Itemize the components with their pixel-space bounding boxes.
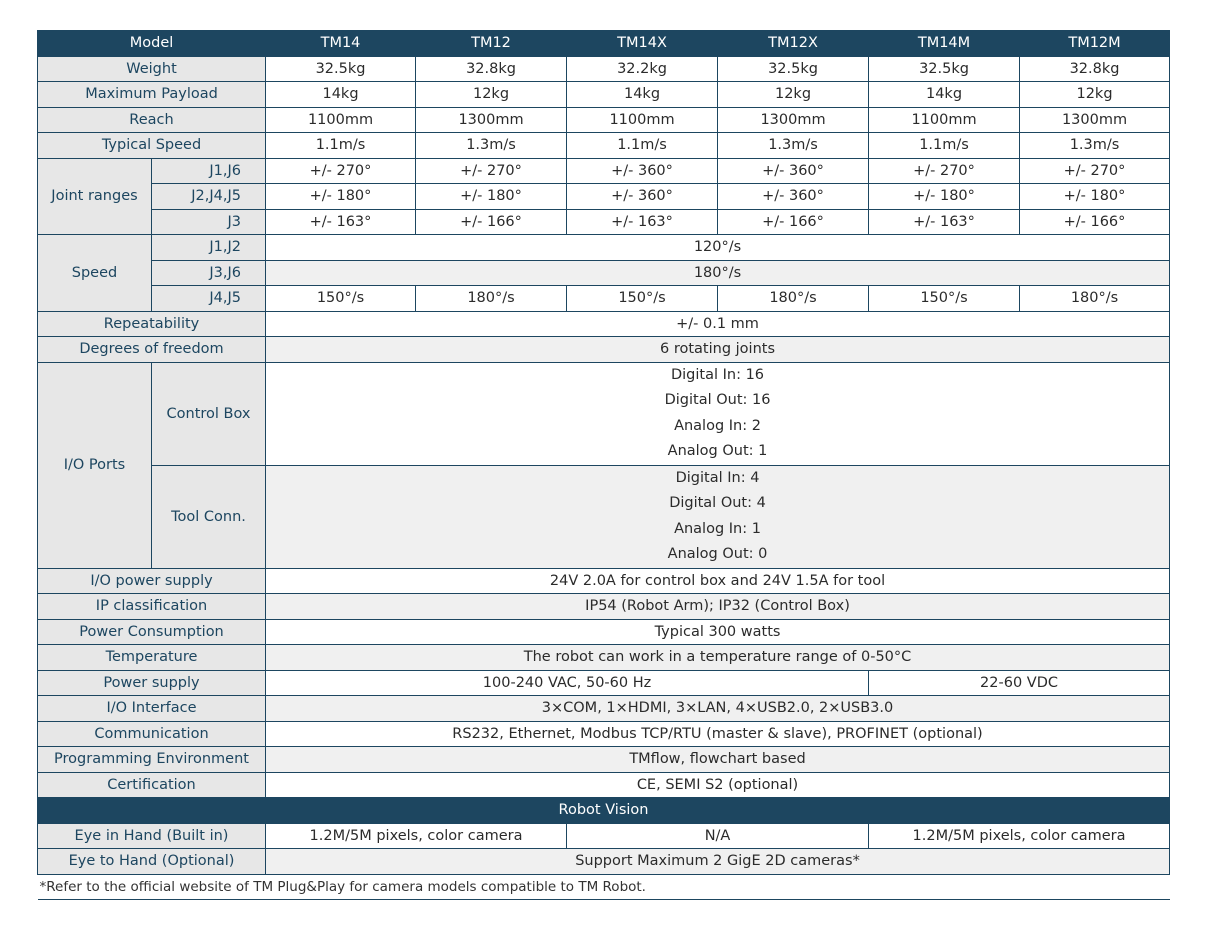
cell: 12kg [718,82,869,108]
joint-ranges-label: Joint ranges [38,158,152,235]
speed-sublabel: J3,J6 [152,260,266,286]
cell: 1.3m/s [718,133,869,159]
reach-row [38,107,1170,133]
row-label: Temperature [38,645,266,671]
cell: 150°/s [869,286,1020,312]
power-supply-ac: 100-240 VAC, 50-60 Hz [266,670,869,696]
io-line: Analog In: 1 [674,520,761,537]
cell: 1.3m/s [1020,133,1170,159]
cell: 1.1m/s [869,133,1020,159]
typical-speed-row [38,133,1170,159]
joint-sublabel: J3 [152,209,266,235]
cell: 24V 2.0A for control box and 24V 1.5A for tool [266,568,1170,594]
cell: +/- 163° [567,209,718,235]
footnote-row [38,874,1170,900]
cell: 14kg [869,82,1020,108]
cell: 1300mm [718,107,869,133]
cell: 12kg [416,82,567,108]
programming-row [38,747,1170,773]
io-interface-row [38,696,1170,722]
robot-vision-header-row [38,798,1170,824]
eye-in-hand-row [38,823,1170,849]
cell: 14kg [567,82,718,108]
cell: +/- 166° [416,209,567,235]
cell: 32.5kg [718,56,869,82]
io-line: Digital In: 4 [675,469,760,486]
power-consumption-row [38,619,1170,645]
speed-row [38,235,1170,261]
spec-table [37,30,1170,900]
weight-row [38,56,1170,82]
cell: RS232, Ethernet, Modbus TCP/RTU (master & slave), PROFINET (optional) [266,721,1170,747]
io-ports-row [38,362,1170,465]
row-label: Programming Environment [38,747,266,773]
cell: +/- 270° [1020,158,1170,184]
row-label: I/O power supply [38,568,266,594]
dof-row [38,337,1170,363]
model-name: TM12M [1020,31,1170,57]
model-name: TM14X [567,31,718,57]
ip-class-row [38,594,1170,620]
cell: 1.3m/s [416,133,567,159]
speed-value: 180°/s [266,260,1170,286]
cell: +/- 180° [266,184,416,210]
cell: CE, SEMI S2 (optional) [266,772,1170,798]
cell: 150°/s [266,286,416,312]
row-label: Power supply [38,670,266,696]
tool-conn-io [266,465,1170,568]
joint-range-row [38,184,1170,210]
speed-row [38,286,1170,312]
io-ports-row [38,465,1170,568]
cell: IP54 (Robot Arm); IP32 (Control Box) [266,594,1170,620]
speed-label: Speed [38,235,152,312]
cell: +/- 180° [1020,184,1170,210]
io-line: Digital Out: 16 [664,392,771,408]
io-power-row [38,568,1170,594]
cell: +/- 163° [266,209,416,235]
cell: +/- 270° [416,158,567,184]
io-line: Analog In: 2 [674,417,761,434]
speed-row [38,260,1170,286]
cell: TMflow, flowchart based [266,747,1170,773]
joint-sublabel: J2,J4,J5 [152,184,266,210]
speed-value: 120°/s [266,235,1170,261]
model-header-row [38,31,1170,57]
row-label: Typical Speed [38,133,266,159]
cell: 1.1m/s [266,133,416,159]
io-ports-label: I/O Ports [38,362,152,568]
temperature-row [38,645,1170,671]
cell: 12kg [1020,82,1170,108]
cell: 1100mm [266,107,416,133]
speed-sublabel: J4,J5 [152,286,266,312]
cell: +/- 360° [567,184,718,210]
tool-conn-label: Tool Conn. [152,465,266,568]
model-label: Model [38,31,266,57]
cell: 1300mm [1020,107,1170,133]
row-label: Reach [38,107,266,133]
row-label: I/O Interface [38,696,266,722]
section-title: Robot Vision [38,798,1170,824]
eye-to-hand-row [38,849,1170,875]
control-box-io [266,362,1170,465]
joint-range-row [38,209,1170,235]
cell: +/- 166° [1020,209,1170,235]
cell: 1100mm [869,107,1020,133]
power-supply-row [38,670,1170,696]
row-label: Repeatability [38,311,266,337]
model-name: TM12X [718,31,869,57]
row-label: Power Consumption [38,619,266,645]
cell: 32.5kg [266,56,416,82]
row-label: Communication [38,721,266,747]
row-label: Maximum Payload [38,82,266,108]
cell: +/- 166° [718,209,869,235]
control-box-label: Control Box [152,362,266,465]
cell: 6 rotating joints [266,337,1170,363]
cell: 150°/s [567,286,718,312]
cell: +/- 360° [718,184,869,210]
row-label: Certification [38,772,266,798]
cell: +/- 270° [869,158,1020,184]
cell: 32.8kg [1020,56,1170,82]
io-line: Digital Out: 4 [669,495,766,511]
speed-sublabel: J1,J2 [152,235,266,261]
power-supply-dc: 22-60 VDC [869,670,1170,696]
cell: The robot can work in a temperature range of 0-50°C [266,645,1170,671]
cell: +/- 180° [416,184,567,210]
payload-row [38,82,1170,108]
row-label: Weight [38,56,266,82]
model-name: TM12 [416,31,567,57]
row-label: Degrees of freedom [38,337,266,363]
cell: +/- 360° [567,158,718,184]
cell: Support Maximum 2 GigE 2D cameras* [266,849,1170,875]
model-name: TM14 [266,31,416,57]
cell: 32.8kg [416,56,567,82]
cell: +/- 270° [266,158,416,184]
certification-row [38,772,1170,798]
footnote: *Refer to the official website of TM Plug&Play for camera models compatible to TM Robot. [38,874,1170,900]
joint-sublabel: J1,J6 [152,158,266,184]
row-label: Eye in Hand (Built in) [38,823,266,849]
cell: 32.5kg [869,56,1020,82]
cell: 180°/s [718,286,869,312]
io-line: Analog Out: 0 [667,546,768,562]
row-label: Eye to Hand (Optional) [38,849,266,875]
communication-row [38,721,1170,747]
cell: 1.2M/5M pixels, color camera [869,823,1170,849]
cell: +/- 180° [869,184,1020,210]
cell: 1300mm [416,107,567,133]
cell: 180°/s [416,286,567,312]
cell: 1.2M/5M pixels, color camera [266,823,567,849]
cell: Typical 300 watts [266,619,1170,645]
cell: 1100mm [567,107,718,133]
cell: 1.1m/s [567,133,718,159]
joint-range-row [38,158,1170,184]
cell: +/- 0.1 mm [266,311,1170,337]
model-name: TM14M [869,31,1020,57]
cell: N/A [567,823,869,849]
io-line: Analog Out: 1 [667,443,768,459]
cell: 32.2kg [567,56,718,82]
io-line: Digital In: 16 [670,366,765,383]
row-label: IP classification [38,594,266,620]
cell: 180°/s [1020,286,1170,312]
repeatability-row [38,311,1170,337]
cell: 14kg [266,82,416,108]
cell: +/- 163° [869,209,1020,235]
cell: +/- 360° [718,158,869,184]
cell: 3×COM, 1×HDMI, 3×LAN, 4×USB2.0, 2×USB3.0 [266,696,1170,722]
